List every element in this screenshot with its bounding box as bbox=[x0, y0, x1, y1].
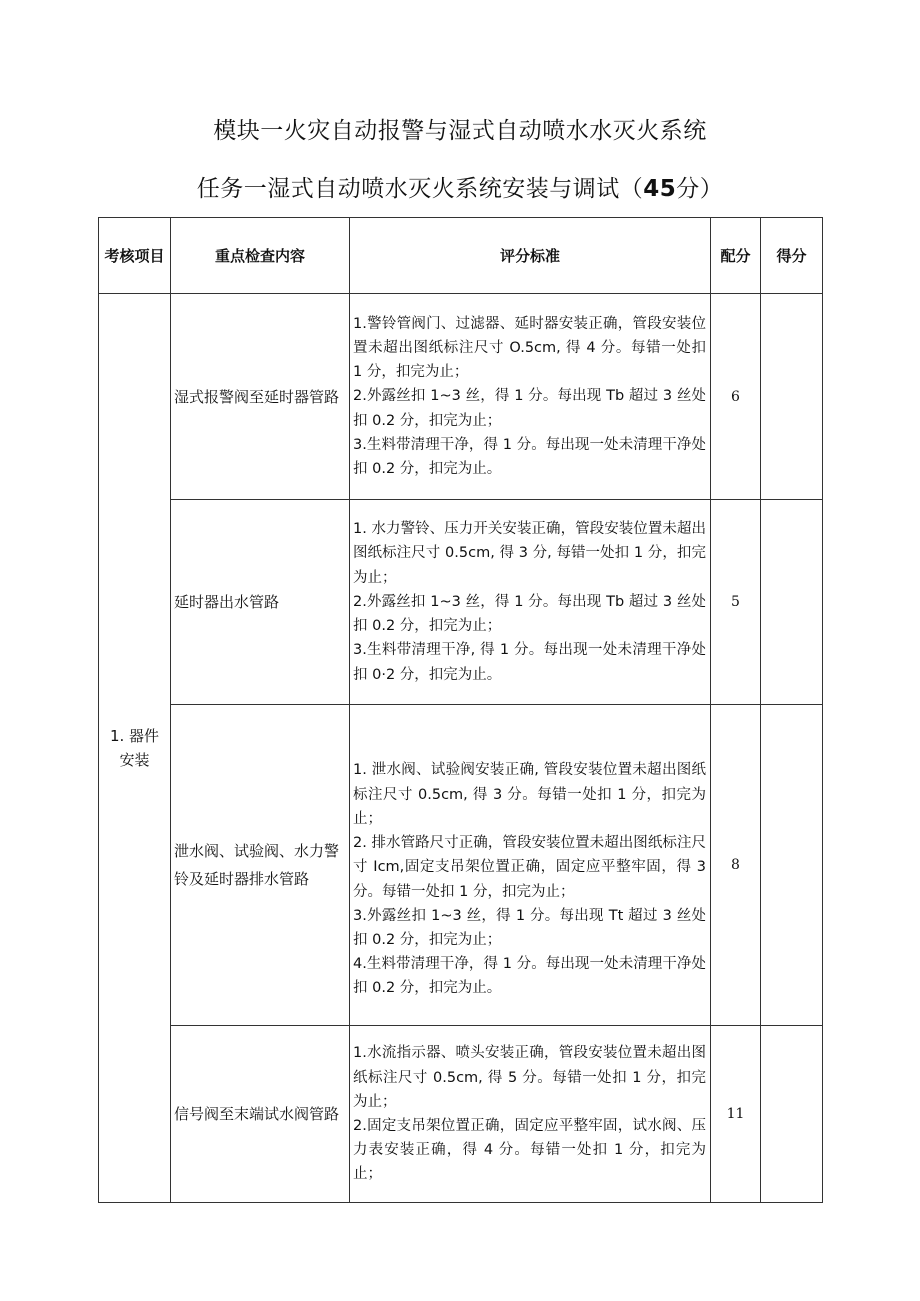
criteria-line: 3.生料带清理干净，得 1 分。每出现一处未清理干净处扣 0.2 分，扣完为止。 bbox=[353, 436, 706, 477]
earned-cell[interactable] bbox=[761, 294, 823, 500]
criteria-line: 1.水流指示器、喷头安装正确，管段安装位置未超出图纸标注尺寸 0.5cm, 得 5 分。每错一处扣 1 分，扣完为止； bbox=[353, 1045, 706, 1110]
scoring-table bbox=[98, 217, 823, 1203]
check-item: 信号阀至末端试水阀管路 bbox=[171, 1026, 350, 1203]
criteria-line: 3.生料带清理干净, 得 1 分。每出现一处未清理干净处扣 0·2 分，扣完为止。 bbox=[353, 642, 706, 683]
table-row bbox=[99, 294, 823, 500]
points-cell: 8 bbox=[711, 705, 761, 1026]
points-cell: 6 bbox=[711, 294, 761, 500]
criteria-cell bbox=[350, 1026, 711, 1203]
points-cell: 11 bbox=[711, 1026, 761, 1203]
criteria-line: 4.生料带清理干净，得 1 分。每出现一处未清理干净处扣 0.2 分，扣完为止。 bbox=[353, 956, 706, 997]
criteria-line: 1.警铃管阀门、过滤器、延时器安装正确，管段安装位置未超出图纸标注尺寸 O.5cm, 得 4 分。每错一处扣 1 分，扣完为止； bbox=[353, 315, 706, 381]
points-cell: 5 bbox=[711, 500, 761, 705]
table-row bbox=[99, 1026, 823, 1203]
subtitle-prefix: 任务一湿式自动喷水灭火系统安装与调试（ bbox=[196, 176, 644, 202]
criteria-cell bbox=[350, 500, 711, 705]
criteria-cell bbox=[350, 705, 711, 1026]
earned-cell[interactable] bbox=[761, 500, 823, 705]
criteria-line: 2.外露丝扣 1~3 丝，得 1 分。每出现 Tb 超过 3 丝处扣 0.2 分，扣完为止； bbox=[353, 593, 706, 635]
criteria-line: 2.固定支吊架位置正确，固定应平整牢固，试水阀、压力表安装正确，得 4 分。每错一处扣 1 分，扣完为止； bbox=[353, 1118, 706, 1183]
document-title: 模块一火灾自动报警与湿式自动喷水水灭火系统 bbox=[213, 118, 707, 144]
check-item: 泄水阀、试验阀、水力警铃及延时器排水管路 bbox=[171, 705, 350, 1026]
table-row bbox=[99, 500, 823, 705]
criteria-line: 1. 水力警铃、压力开关安装正确，管段安装位置未超出图纸标注尺寸 0.5cm, 得 3 分, 每错一处扣 1 分，扣完为止； bbox=[353, 521, 706, 586]
header-points: 配分 bbox=[711, 218, 761, 294]
subtitle-score: 45 bbox=[643, 176, 677, 202]
subtitle-suffix: 分） bbox=[676, 176, 724, 202]
check-item: 湿式报警阀至延时器管路 bbox=[171, 294, 350, 500]
earned-cell[interactable] bbox=[761, 1026, 823, 1203]
criteria-cell bbox=[350, 294, 711, 500]
check-item: 延时器出水管路 bbox=[171, 500, 350, 705]
header-criteria: 评分标准 bbox=[350, 218, 711, 294]
header-project: 考核项目 bbox=[99, 218, 171, 294]
criteria-line: 2. 排水管路尺寸正确，管段安装位置未超出图纸标注尺寸 Icm,固定支吊架位置正确，固定应平整牢固，得 3 分。每错一处扣 1 分，扣完为止； bbox=[353, 835, 706, 900]
criteria-line: 2.外露丝扣 1~3 丝，得 1 分。每出现 Tb 超过 3 丝处扣 0.2 分，扣完为止； bbox=[353, 388, 706, 429]
criteria-line: 1. 泄水阀、试验阀安装正确, 管段安装位置未超出图纸标注尺寸 0.5cm, 得 3 分。每错一处扣 1 分，扣完为止； bbox=[353, 762, 706, 827]
project-cell: 1. 器件安装 bbox=[99, 294, 171, 1203]
document-subtitle bbox=[0, 170, 920, 203]
header-earned: 得分 bbox=[761, 218, 823, 294]
header-content: 重点检查内容 bbox=[171, 218, 350, 294]
criteria-line: 3.外露丝扣 1~3 丝，得 1 分。每出现 Tt 超过 3 丝处扣 0.2 分，扣完为止； bbox=[353, 907, 706, 948]
header-row bbox=[99, 218, 823, 294]
table-row bbox=[99, 705, 823, 1026]
earned-cell[interactable] bbox=[761, 705, 823, 1026]
